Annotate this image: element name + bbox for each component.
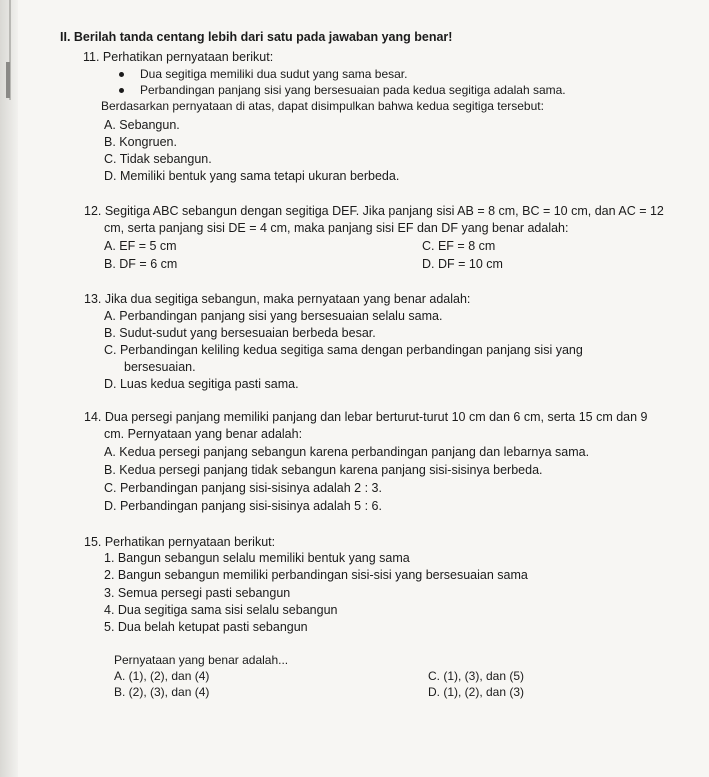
- q12-option-c[interactable]: C. EF = 8 cm: [422, 239, 496, 253]
- q13-option-d[interactable]: D. Luas kedua segitiga pasti sama.: [104, 377, 299, 391]
- q15-option-d[interactable]: D. (1), (2), dan (3): [428, 685, 525, 699]
- q11-prompt: Berdasarkan pernyataan di atas, dapat disimpulkan bahwa kedua segitiga tersebut:: [101, 99, 544, 113]
- q15-option-a[interactable]: A. (1), (2), dan (4): [114, 669, 210, 683]
- q11-bullet-2: Perbandingan panjang sisi yang bersesuaian pada kedua segitiga adalah sama.: [140, 83, 566, 97]
- q15-stem: 15. Perhatikan pernyataan berikut:: [84, 535, 276, 549]
- q15-item-2: 2. Bangun sebangun memiliki perbandingan sisi-sisi yang bersesuaian sama: [104, 568, 528, 582]
- q14-stem-line1: 14. Dua persegi panjang memiliki panjang dan lebar berturut-turut 10 cm dan 6 cm, serta 15 cm dan 9: [84, 410, 648, 424]
- q15-option-c[interactable]: C. (1), (3), dan (5): [428, 669, 525, 683]
- q12-stem-line2: cm, serta panjang sisi DE = 4 cm, maka panjang sisi EF dan DF yang benar adalah:: [104, 221, 569, 235]
- q14-option-a[interactable]: A. Kedua persegi panjang sebangun karena perbandingan panjang dan lebarnya sama.: [104, 445, 590, 459]
- q12-option-d[interactable]: D. DF = 10 cm: [422, 257, 503, 271]
- q14-option-b[interactable]: B. Kedua persegi panjang tidak sebangun karena panjang sisi-sisinya berbeda.: [104, 463, 543, 477]
- q13-option-b[interactable]: B. Sudut-sudut yang bersesuaian berbeda besar.: [104, 326, 376, 340]
- q11-option-a[interactable]: A. Sebangun.: [104, 118, 180, 132]
- q11-option-d[interactable]: D. Memiliki bentuk yang sama tetapi ukuran berbeda.: [104, 169, 400, 183]
- q11-bullet-1: Dua segitiga memiliki dua sudut yang sama besar.: [140, 67, 408, 81]
- q13-stem: 13. Jika dua segitiga sebangun, maka pernyataan yang benar adalah:: [84, 292, 471, 306]
- section-title: II. Berilah tanda centang lebih dari satu pada jawaban yang benar!: [60, 30, 453, 44]
- q15-item-5: 5. Dua belah ketupat pasti sebangun: [104, 620, 308, 634]
- q11-stem: 11. Perhatikan pernyataan berikut:: [83, 50, 274, 64]
- q11-option-c[interactable]: C. Tidak sebangun.: [104, 152, 212, 166]
- q15-item-4: 4. Dua segitiga sama sisi selalu sebangun: [104, 603, 338, 617]
- q14-option-c[interactable]: C. Perbandingan panjang sisi-sisinya adalah 2 : 3.: [104, 481, 382, 495]
- q13-option-a[interactable]: A. Perbandingan panjang sisi yang bersesuaian selalu sama.: [104, 309, 443, 323]
- q12-stem-line1: 12. Segitiga ABC sebangun dengan segitiga DEF. Jika panjang sisi AB = 8 cm, BC = 10 cm, dan AC = 12: [84, 204, 664, 218]
- q14-option-d[interactable]: D. Perbandingan panjang sisi-sisinya adalah 5 : 6.: [104, 499, 382, 513]
- q15-prompt: Pernyataan yang benar adalah...: [114, 653, 289, 667]
- q11-option-b[interactable]: B. Kongruen.: [104, 135, 177, 149]
- q12-option-a[interactable]: A. EF = 5 cm: [104, 239, 177, 253]
- q12-option-b[interactable]: B. DF = 6 cm: [104, 257, 178, 271]
- page-edge-mark: [6, 62, 10, 98]
- q15-item-3: 3. Semua persegi pasti sebangun: [104, 586, 291, 600]
- page-edge-shadow: [0, 0, 18, 777]
- q13-option-c[interactable]: C. Perbandingan keliling kedua segitiga sama dengan perbandingan panjang sisi yang: [104, 343, 583, 357]
- q13-option-c-continued: bersesuaian.: [124, 360, 196, 374]
- q15-item-1: 1. Bangun sebangun selalu memiliki bentuk yang sama: [104, 551, 410, 565]
- q14-stem-line2: cm. Pernyataan yang benar adalah:: [104, 427, 303, 441]
- q15-option-b[interactable]: B. (2), (3), dan (4): [114, 685, 210, 699]
